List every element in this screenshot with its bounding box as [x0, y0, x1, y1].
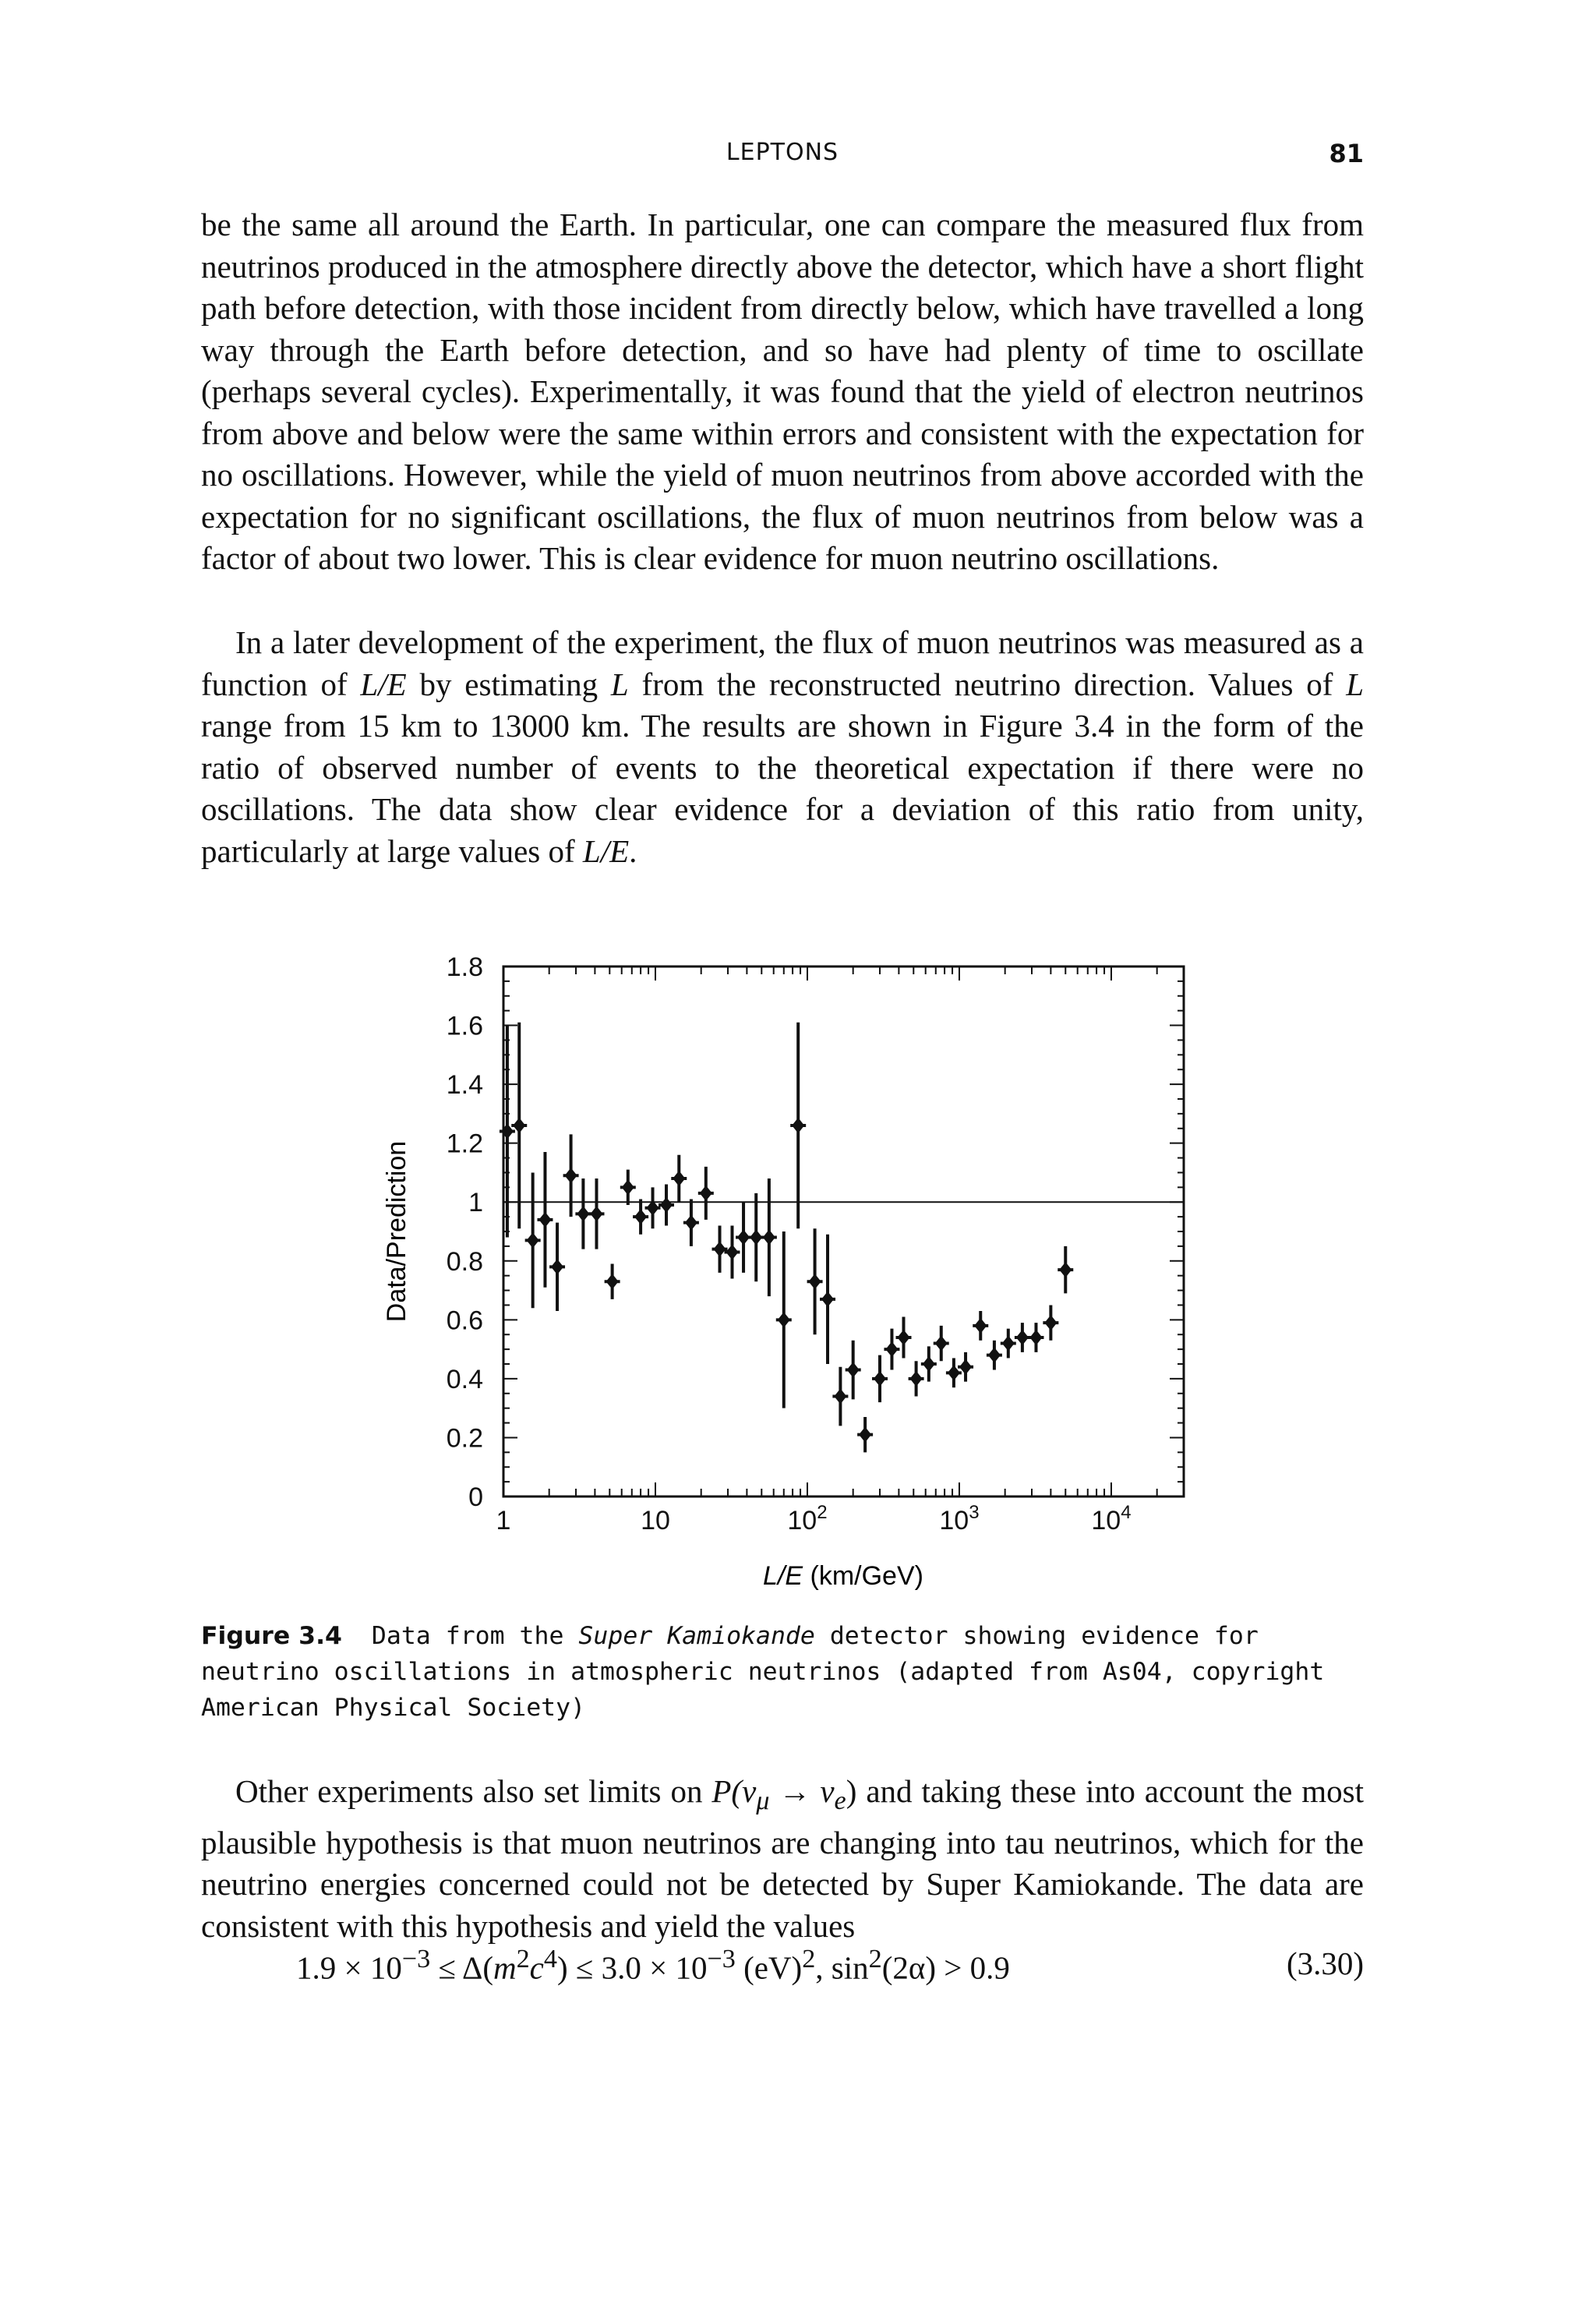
eq-part: ≤ Δ( — [430, 1949, 493, 1986]
paragraph-2-text: by estimating — [406, 666, 611, 702]
point-marker — [935, 1336, 948, 1352]
paragraph-1-text: be the same all around the Earth. In particular, one can compare the measured flux from neutrinos produced in the atmosphere directly above the detector, which have a short flight path before detection, with those incident from directly below, which have travelled a long way through the Earth before detection, and so have had plenty of time to oscillate (perhaps several cycles). Experimentally, it was found that the yield of electron neutrinos from above and below were the same within errors and consistent with the expectation for no oscillations. However, while the yield of muon neutrinos from above accorded with the expectation for no significant oscillations, the flux of muon neutrinos from below was a factor of about two lower. This is clear evidence for muon neutrino oscillations. — [201, 207, 1364, 576]
x-axis-variable: L/E — [763, 1561, 803, 1591]
point-marker — [660, 1197, 673, 1213]
point-marker — [910, 1371, 923, 1387]
data-point — [525, 1172, 541, 1308]
data-point — [807, 1228, 823, 1334]
point-marker — [685, 1215, 697, 1231]
x-tick-label: $10^2$ — [787, 1502, 828, 1535]
eq-part: (eV) — [735, 1949, 803, 1986]
eq-sup: 4 — [543, 1945, 557, 1973]
point-marker — [577, 1206, 589, 1221]
data-point — [896, 1317, 912, 1359]
page-number: 81 — [1329, 139, 1364, 168]
eq-sup: −3 — [707, 1945, 736, 1973]
chart — [366, 955, 1247, 1602]
figure-caption — [201, 1618, 1364, 1726]
eq-var: m — [493, 1949, 517, 1986]
data-point — [724, 1225, 740, 1278]
y-tick-label: 1 — [468, 1188, 483, 1218]
data-point — [846, 1341, 861, 1400]
point-marker — [834, 1389, 846, 1405]
data-point — [620, 1170, 636, 1205]
data-point — [934, 1326, 949, 1361]
data-point — [884, 1329, 899, 1370]
point-marker — [737, 1230, 750, 1246]
point-marker — [622, 1179, 634, 1195]
x-tick-label: $10^4$ — [1091, 1502, 1132, 1535]
point-marker — [821, 1292, 834, 1307]
point-marker — [565, 1168, 577, 1183]
data-point — [659, 1185, 674, 1226]
data-point — [549, 1223, 565, 1311]
y-tick-label: 1.4 — [446, 1070, 483, 1101]
point-marker — [923, 1356, 935, 1372]
equation-3-30 — [296, 1945, 1364, 1988]
data-point — [575, 1178, 591, 1249]
paragraph-3 — [201, 1771, 1364, 1947]
paragraph-2-text: . — [629, 832, 637, 869]
data-points — [500, 1023, 1073, 1453]
y-tick-label: 1.8 — [446, 955, 483, 982]
data-point — [973, 1311, 988, 1341]
point-marker — [847, 1362, 860, 1378]
math-var: L — [610, 666, 629, 702]
math-var: L/E — [582, 832, 630, 869]
data-point — [712, 1225, 728, 1272]
x-axis-unit: (km/GeV) — [803, 1561, 923, 1591]
paragraph-2-text: range from 15 km to 13000 km. The results are shown in Figure 3.4 in the form of the ratio of observed number of events to the theoretical expectation if there were no oscillations. The data show clear evidence for a deviation of this ratio from unity, particularly at large values of — [201, 708, 1364, 869]
y-tick-label: 0.2 — [446, 1423, 483, 1454]
data-point — [921, 1346, 937, 1381]
data-point — [511, 1023, 527, 1228]
eq-sup: 2 — [868, 1945, 882, 1973]
data-point — [1028, 1323, 1043, 1352]
paragraph-3-text: and taking these into account the most plausible hypothesis is that muon neutrinos are changing into tau neutrinos, which for the neutrino energies concerned could not be detected by Super Kamiokande. The data are consistent with this hypothesis and yield the values — [201, 1773, 1364, 1944]
data-point — [761, 1178, 777, 1296]
data-point — [872, 1355, 888, 1402]
point-marker — [606, 1274, 619, 1289]
sub-e: e — [834, 1786, 846, 1816]
eq-sup: −3 — [401, 1945, 431, 1973]
data-point — [946, 1358, 962, 1387]
point-marker — [714, 1242, 726, 1257]
point-marker — [700, 1186, 712, 1201]
data-point — [958, 1352, 973, 1382]
eq-sup: 2 — [802, 1945, 816, 1973]
y-tick-label: 1.6 — [446, 1011, 483, 1041]
figure-3-4 — [366, 955, 1247, 1602]
data-point — [588, 1178, 604, 1249]
equation-body — [296, 1945, 1010, 1987]
point-marker — [1044, 1315, 1057, 1330]
point-marker — [590, 1206, 602, 1221]
data-point — [1043, 1305, 1058, 1340]
eq-part: (2α) > 0.9 — [881, 1949, 1010, 1986]
y-tick-label: 0 — [468, 1482, 483, 1512]
paragraph-2-text: from the reconstructed neutrino direction. Values of — [628, 666, 1347, 702]
point-marker — [750, 1230, 762, 1246]
data-point — [563, 1134, 579, 1217]
y-tick-label: 0.4 — [446, 1364, 483, 1394]
point-marker — [885, 1341, 898, 1357]
point-marker — [634, 1209, 647, 1224]
running-head: LEPTONS — [726, 139, 839, 166]
data-point — [1058, 1246, 1073, 1293]
point-marker — [1029, 1330, 1042, 1345]
y-tick-label: 0.8 — [446, 1246, 483, 1277]
point-marker — [974, 1318, 987, 1334]
point-marker — [763, 1230, 775, 1246]
x-tick-label: 10 — [641, 1506, 670, 1535]
point-marker — [673, 1171, 685, 1186]
paragraph-1 — [201, 204, 1364, 580]
point-marker — [527, 1232, 539, 1248]
y-tick-label: 1.2 — [446, 1129, 483, 1159]
caption-text: Data from the — [371, 1622, 579, 1650]
point-marker — [988, 1348, 1001, 1363]
data-point — [645, 1187, 661, 1228]
x-tick-exponent: 4 — [1121, 1502, 1132, 1523]
point-marker — [778, 1312, 790, 1327]
point-marker — [1016, 1330, 1029, 1345]
eq-sup: 2 — [516, 1945, 530, 1973]
sub-mu: μ — [756, 1786, 770, 1816]
eq-part: ) ≤ 3.0 × 10 — [556, 1949, 708, 1986]
data-point — [832, 1367, 848, 1426]
point-marker — [1002, 1336, 1015, 1352]
math-var: L/E — [360, 666, 407, 702]
point-marker — [551, 1259, 563, 1274]
data-point — [776, 1231, 792, 1408]
data-point — [500, 1026, 515, 1238]
eq-var: c — [529, 1949, 544, 1986]
y-tick-label: 0.6 — [446, 1306, 483, 1336]
point-marker — [538, 1212, 551, 1228]
plot-frame — [503, 966, 1184, 1496]
close-paren: ) — [846, 1773, 857, 1809]
point-marker — [859, 1427, 871, 1443]
caption-emphasis: Super Kamiokande — [578, 1622, 815, 1650]
point-marker — [792, 1118, 804, 1133]
data-point — [820, 1235, 835, 1364]
paragraph-2 — [201, 622, 1364, 872]
paragraph-2-text: In a later development of the experiment, the flux of muon neutrinos was measured as a function of — [201, 624, 1364, 702]
data-point — [1015, 1323, 1030, 1352]
x-axis — [496, 1502, 1132, 1535]
figure-label: Figure 3.4 — [201, 1622, 342, 1650]
x-tick-exponent: 3 — [969, 1502, 980, 1523]
x-tick-label: 1 — [496, 1506, 511, 1535]
arrow-nu: → ν — [769, 1773, 835, 1809]
x-axis-label — [763, 1561, 923, 1591]
point-marker — [1059, 1262, 1072, 1277]
point-marker — [809, 1274, 821, 1289]
data-point — [1001, 1329, 1016, 1359]
data-point — [909, 1361, 924, 1396]
data-point — [790, 1023, 806, 1228]
prob-p: P(ν — [711, 1773, 757, 1809]
eq-part: 1.9 × 10 — [296, 1949, 402, 1986]
data-point — [671, 1155, 687, 1202]
paragraph-3-text: Other experiments also set limits on — [235, 1773, 712, 1809]
data-point — [857, 1417, 873, 1452]
x-tick-label: $10^3$ — [939, 1502, 980, 1535]
data-point — [698, 1167, 714, 1220]
x-tick-exponent: 2 — [817, 1502, 828, 1523]
eq-part: , sin — [815, 1949, 869, 1986]
math-var: L — [1346, 666, 1364, 702]
data-point — [987, 1341, 1002, 1370]
point-marker — [726, 1244, 738, 1260]
point-marker — [874, 1371, 886, 1387]
data-point — [683, 1199, 699, 1246]
caption-text: detector showing evidence for neutrino oscillations in atmospheric neutrinos (adapted from As04, copyright American Physical Society) — [201, 1622, 1325, 1722]
minor-ticks — [503, 966, 1184, 1496]
y-axis-label: Data/Prediction — [382, 1140, 411, 1323]
equation-number: (3.30) — [1286, 1945, 1364, 1981]
point-marker — [898, 1330, 910, 1345]
data-point — [605, 1264, 620, 1299]
page-header — [201, 139, 1364, 173]
y-axis — [447, 955, 483, 1512]
data-point — [633, 1199, 648, 1234]
